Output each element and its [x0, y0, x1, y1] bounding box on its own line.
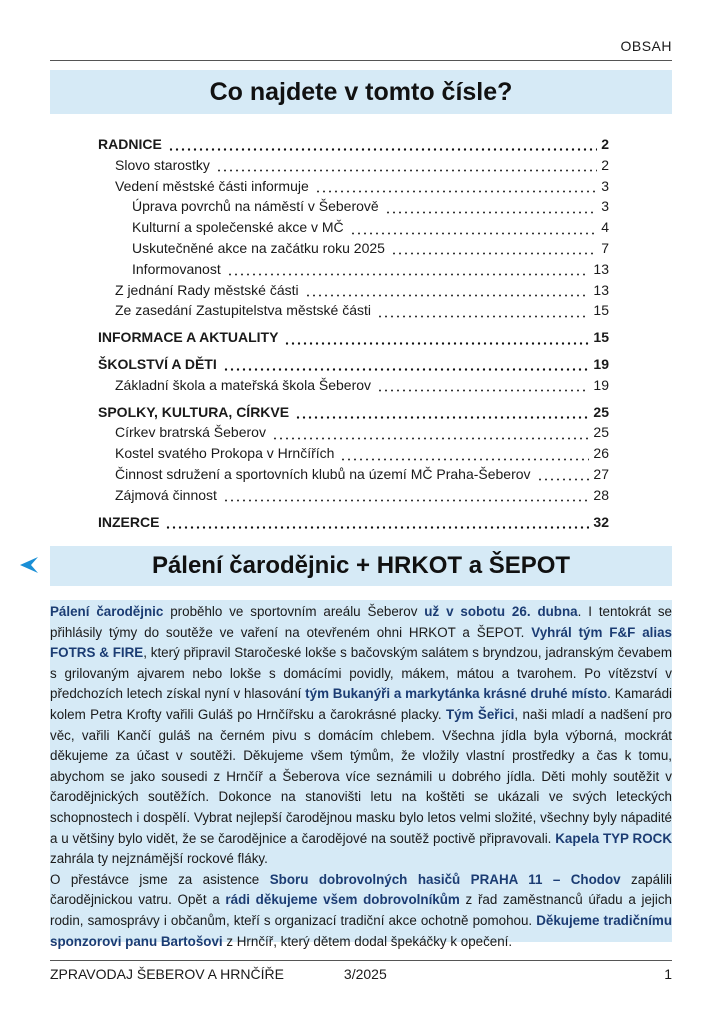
toc-label: Uskutečněné akce na začátku roku 2025: [132, 239, 385, 256]
toc-item[interactable]: [98, 375, 609, 396]
toc-leader: [223, 363, 590, 371]
toc-leader: [537, 473, 590, 481]
toc-item[interactable]: [98, 300, 609, 321]
toc-item[interactable]: [98, 443, 609, 464]
toc-item-skolstvi[interactable]: [98, 354, 609, 375]
toc-leader: [284, 337, 589, 345]
article-paragraph-2: [50, 870, 672, 952]
toc-page: 7: [601, 239, 609, 256]
toc-page: 2: [601, 136, 609, 152]
text: . I tentokrát se přihlásily týmy do soutěže ve vaření na otevřeném ohni HRKOT a ŠEPOT.: [50, 604, 672, 640]
toc-label: INFORMACE A AKTUALITY: [98, 329, 279, 346]
toc-page: 25: [593, 424, 609, 441]
text-bold: Tým Šeřici: [445, 706, 515, 722]
text: z Hrnčíř, který dětem dodal špekáčky k opečení.: [222, 933, 513, 949]
text: z řad zaměstnanců úřadu a jejich rodin, samosprávy i občanům, kteří s organizací tradiční akce ochotně pomohou.: [50, 892, 672, 928]
toc-item-radnice[interactable]: [98, 134, 609, 155]
toc-label: Z jednání Rady městské části: [115, 281, 299, 298]
toc-page: 32: [593, 513, 609, 530]
article-title-banner: [50, 546, 672, 586]
footer: [50, 966, 672, 982]
toc-label: INZERCE: [98, 513, 160, 530]
article-paragraph-1: [50, 602, 672, 870]
toc-item-spolky[interactable]: [98, 402, 609, 423]
toc-label: Informovanost: [132, 260, 221, 277]
toc-item[interactable]: [98, 155, 609, 176]
toc-item[interactable]: [98, 280, 609, 301]
text-bold: tým Bukanýři a markytánka krásné druhé místo: [305, 686, 608, 702]
issue-number: 3/2025: [343, 966, 387, 982]
toc-leader: [315, 185, 597, 193]
toc-page: 13: [593, 260, 609, 277]
text-bold: Pálení čarodějnic: [50, 604, 164, 619]
toc-leader: [340, 453, 589, 461]
text: zahrála ty nejznámější rockové fláky.: [50, 851, 268, 867]
publication-name: ZPRAVODAJ ŠEBEROV A HRNČÍŘE: [50, 966, 284, 982]
text: zapálili čarodějnickou vatru. Opět a: [50, 871, 672, 908]
table-of-contents: [98, 134, 609, 532]
toc-leader: [350, 227, 598, 235]
toc-item[interactable]: [98, 217, 609, 238]
toc-leader: [385, 206, 598, 214]
toc-page: 19: [593, 355, 609, 372]
article-title: Pálení čarodějnic + HRKOT a ŠEPOT: [151, 552, 571, 579]
text-bold: Děkujeme tradičnímu sponzorovi panu Bartošovi: [50, 912, 673, 949]
page-number: 1: [664, 966, 672, 982]
toc-label: RADNICE: [98, 136, 162, 152]
footer-divider: [50, 960, 672, 961]
toc-item[interactable]: [98, 464, 609, 485]
toc-leader: [168, 143, 597, 151]
toc-leader: [165, 521, 589, 529]
toc-label: Kulturní a společenské akce v MČ: [132, 219, 344, 236]
toc-page: 3: [601, 198, 609, 215]
toc-label: Vedení městské části informuje: [115, 177, 309, 194]
toc-leader: [377, 384, 589, 392]
toc-page: 13: [593, 281, 609, 298]
toc-item-informace[interactable]: [98, 327, 609, 348]
toc-item-inzerce[interactable]: [98, 512, 609, 533]
toc-page: 19: [593, 376, 609, 393]
toc-label: Základní škola a mateřská škola Šeberov: [115, 376, 372, 393]
left-arrow-icon: [18, 556, 40, 574]
toc-item[interactable]: [98, 176, 609, 197]
text-bold: Sboru dobrovolných hasičů PRAHA 11 – Chodov: [269, 871, 621, 887]
toc-label: ŠKOLSTVÍ A DĚTI: [98, 355, 217, 372]
toc-leader: [227, 268, 590, 276]
toc-page: 3: [601, 177, 609, 194]
toc-item[interactable]: [98, 485, 609, 506]
toc-label: Kostel svatého Prokopa v Hrnčířích: [115, 445, 335, 462]
toc-leader: [391, 247, 597, 255]
toc-page: 27: [593, 465, 609, 482]
toc-item[interactable]: [98, 259, 609, 280]
toc-label: Ze zasedání Zastupitelstva městské části: [115, 302, 371, 319]
toc-label: Činnost sdružení a sportovních klubů na území MČ Praha-Šeberov: [115, 465, 531, 482]
text-bold: Kapela TYP ROCK: [555, 830, 672, 846]
toc-page: 15: [593, 329, 609, 346]
toc-label: Slovo starostky: [115, 156, 210, 173]
toc-item[interactable]: [98, 196, 609, 217]
text: . Kamarádi kolem Petra Krofty vařili Guláš po Hrnčířsku a čarokrásné placky.: [50, 686, 673, 722]
toc-page: 25: [593, 403, 609, 420]
text-bold: Vyhrál tým F&F alias FOTRS & FIRE: [50, 624, 672, 661]
toc-leader: [223, 494, 589, 502]
toc-label: Zájmová činnost: [115, 486, 217, 503]
article-body: [50, 600, 673, 949]
text: , který připravil Staročeské lokše s bačovským salátem s bryndzou, jadranským čevabem s grilovaným ajvarem nebo lokše s domácími povidly, mákem, mátou a tvarohem. Po vítězství v předchozích letech získal nyní v hlasování: [50, 645, 672, 702]
toc-page: 26: [593, 445, 609, 462]
toc-leader: [272, 432, 589, 440]
section-label: OBSAH: [620, 38, 672, 54]
text: proběhlo ve sportovním areálu Šeberov: [163, 604, 425, 619]
text: O přestávce jsme za asistence: [50, 871, 270, 887]
contents-title-banner: [50, 70, 672, 114]
contents-title: Co najdete v tomto čísle?: [209, 77, 513, 106]
text-bold: rádi děkujeme všem dobrovolníkům: [225, 892, 460, 908]
toc-page: 4: [601, 219, 609, 236]
toc-page: 15: [593, 302, 609, 319]
toc-label: Církev bratrská Šeberov: [115, 424, 266, 441]
toc-leader: [377, 310, 589, 318]
text: , naši mladí a nadšení pro věc, vařili Kančí guláš na černém pivu s domácím chlebem. Všechna jídla byla výborná, mockrát děkujeme za účast v soutěži. Děkujeme všem týmům, že vložily vlastní prostředky a čas k tomu, abychom se jako sousedi z Hrnčíř a Šeberova více seznámili u dobrého jídla. Děti mohly soutěžit v čarodějnických soutěžích. Dokonce na stanovišti letu na koštěti se ukázali ve svých leteckých schopnostech i dospělí. Vybrat nejlepší čarodějnou masku bylo letos velmi složité, všechny byly nápadité a u většiny bylo vidět, že se čarodějnice a čarodějové na soutěž poctivě připravovali.: [50, 706, 672, 846]
toc-label: SPOLKY, KULTURA, CÍRKVE: [98, 403, 290, 420]
toc-page: 2: [601, 156, 609, 173]
toc-leader: [295, 411, 589, 419]
text-bold: už v sobotu 26. dubna: [424, 604, 578, 619]
toc-item[interactable]: [98, 238, 609, 259]
toc-leader: [216, 164, 597, 172]
toc-item[interactable]: [98, 422, 609, 443]
header-divider: [50, 60, 672, 61]
toc-label: Úprava povrchů na náměstí v Šeberově: [132, 198, 379, 215]
toc-page: 28: [593, 486, 609, 503]
toc-leader: [305, 289, 590, 297]
